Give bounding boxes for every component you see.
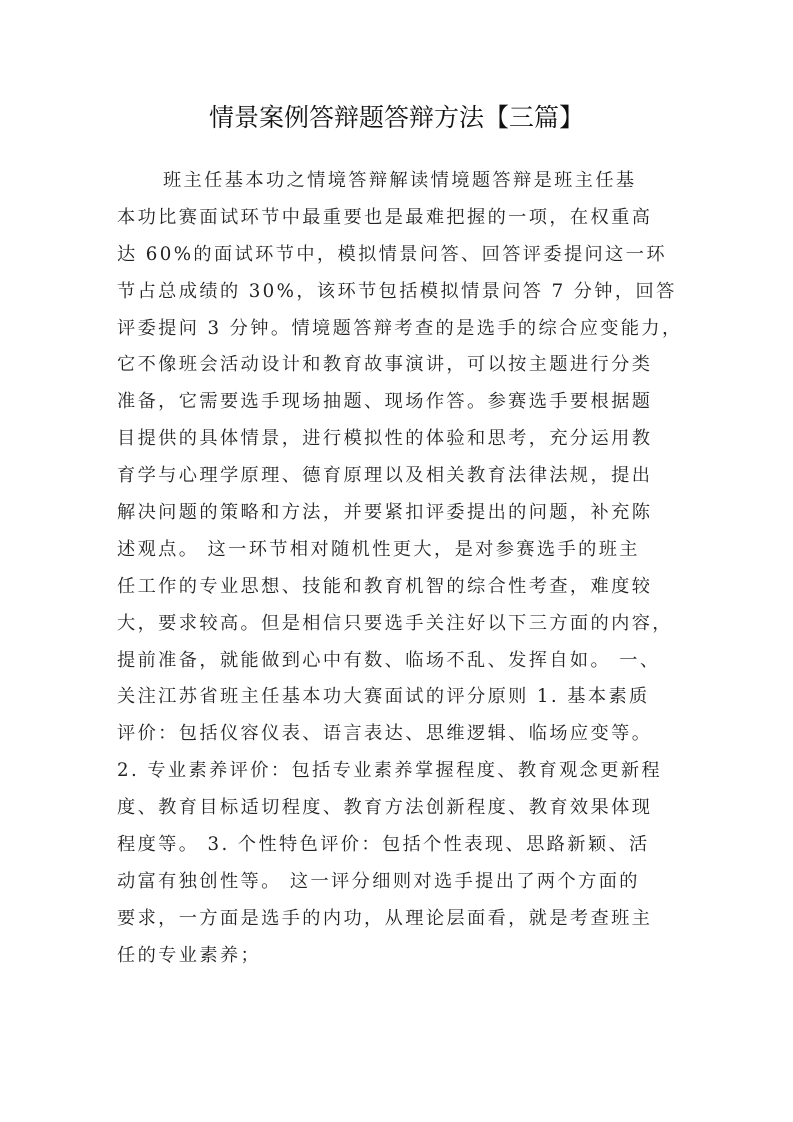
- paragraph-line: 班主任基本功之情境答辩解读情境题答辩是班主任基: [163, 170, 637, 191]
- paragraph-line: 大，要求较高。但是相信只要选手关注好以下三方面的内容，: [117, 612, 673, 634]
- paragraph-line: 动富有独创性等。 这一评分细则对选手提出了两个方面的: [117, 870, 640, 892]
- paragraph-line: 关注江苏省班主任基本功大赛面试的评分原则 1. 基本素质: [117, 686, 650, 708]
- paragraph-line: 评价：包括仪容仪表、语言表达、思维逻辑、临场应变等。: [117, 723, 653, 745]
- paragraph-line: 程度等。 3. 个性特色评价：包括个性表现、思路新颖、活: [117, 834, 650, 856]
- paragraph-line: 任的专业素养；: [117, 944, 262, 966]
- paragraph-line: 准备，它需要选手现场抽题、现场作答。参赛选手要根据题: [117, 391, 653, 413]
- paragraph-line: 达 60%的面试环节中，模拟情景问答、回答评委提问这一环: [117, 243, 667, 265]
- paragraph-line: 本功比赛面试环节中最重要也是最难把握的一项，在权重高: [117, 206, 653, 228]
- paragraph-line: 目提供的具体情景，进行模拟性的体验和思考，充分运用教: [117, 428, 653, 450]
- document-title: 情景案例答辩题答辩方法【三篇】: [208, 103, 584, 132]
- paragraph-line: 育学与心理学原理、德育原理以及相关教育法律法规，提出: [117, 465, 653, 487]
- paragraph-line: 解决问题的策略和方法，并要紧扣评委提出的问题，补充陈: [117, 502, 653, 524]
- paragraph-line: 述观点。 这一环节相对随机性更大，是对参赛选手的班主: [117, 538, 640, 560]
- document-body: [117, 163, 683, 975]
- paragraph-line: 节占总成绩的 30%，该环节包括模拟情景问答 7 分钟，回答: [117, 280, 677, 302]
- paragraph-line: 它不像班会活动设计和教育故事演讲，可以按主题进行分类: [117, 354, 653, 376]
- paragraph-line: 任工作的专业思想、技能和教育机智的综合性考查，难度较: [117, 575, 653, 597]
- paragraph-line: 评委提问 3 分钟。情境题答辩考查的是选手的综合应变能力，: [117, 317, 683, 339]
- paragraph-line: 2. 专业素养评价：包括专业素养掌握程度、教育观念更新程: [117, 760, 663, 782]
- paragraph-line: 提前准备，就能做到心中有数、临场不乱、发挥自如。 一、: [117, 649, 661, 671]
- paragraph-line: 要求，一方面是选手的内功，从理论层面看，就是考查班主: [117, 907, 653, 929]
- paragraph-line: 度、教育目标适切程度、教育方法创新程度、教育效果体现: [117, 797, 653, 819]
